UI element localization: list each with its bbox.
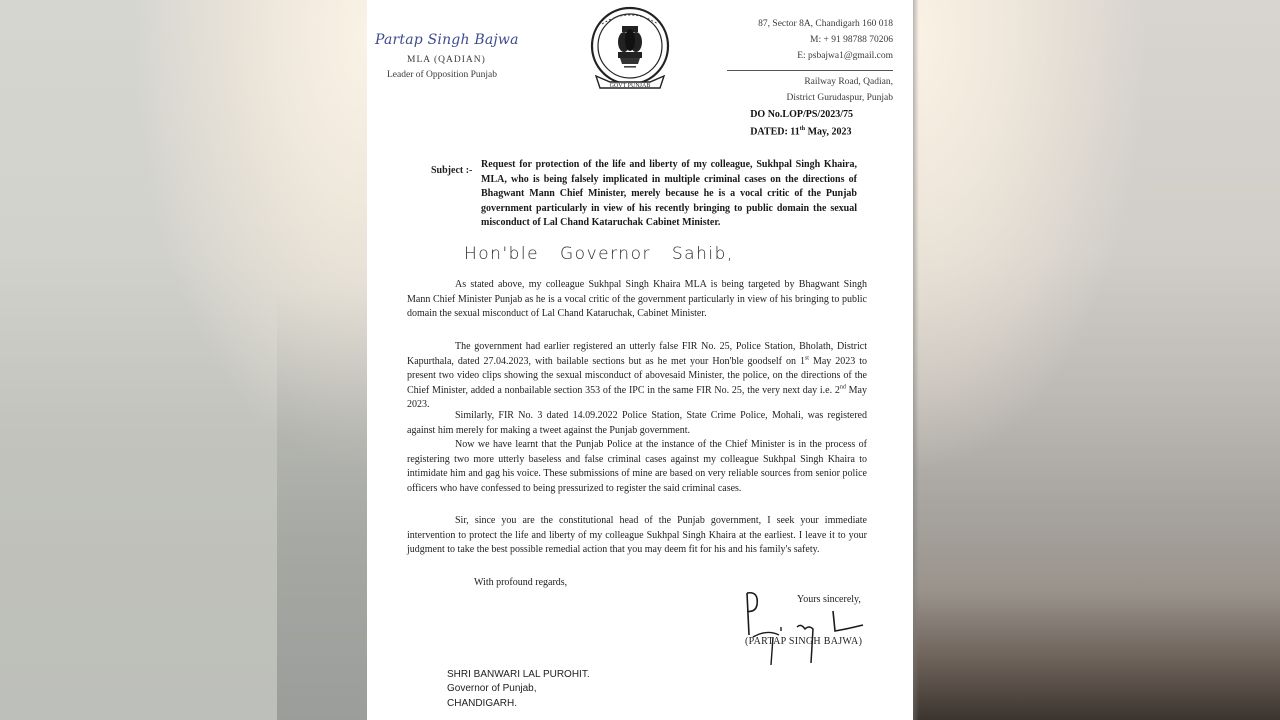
recipient-city: CHANDIGARH. — [447, 697, 518, 709]
subject-label: Subject :- — [431, 165, 473, 176]
recipient-name: SHRI BANWARI LAL PUROHIT. — [447, 669, 590, 680]
letter-page — [367, 0, 913, 720]
address-primary — [758, 16, 893, 64]
background-right-blur — [913, 0, 1280, 720]
phone-number: M: + 91 98788 70206 — [810, 35, 893, 45]
email-address: E: psbajwa1@gmail.com — [797, 51, 893, 61]
address-line: District Gurudaspur, Punjab — [786, 93, 893, 103]
signatory-name: (PARTAP SINGH BAJWA) — [745, 636, 863, 647]
body-paragraph-5: Sir, since you are the constitutional head of the Punjab government, I seek your immediate intervention to protect the life and liberty of my colleague Sukhpal Singh Khaira at the earliest. I leave it to your judgment to take the best possible remedial action that you may deem fit for his and his family's safety. — [407, 515, 867, 556]
background-left-blur — [0, 0, 367, 720]
recipient-title: Governor of Punjab, — [447, 683, 537, 695]
do-number: DO No.LOP/PS/2023/75 — [750, 109, 853, 120]
handwritten-salutation: Hon'ble Governor Sahib, — [464, 244, 734, 264]
closing-regards: With profound regards, — [474, 577, 568, 588]
letterhead-name: Partap Singh Bajwa — [375, 32, 519, 48]
address-line: 87, Sector 8A, Chandigarh 160 018 — [758, 19, 893, 29]
svg-text:GOVT PUNJAB: GOVT PUNJAB — [609, 83, 651, 89]
body-paragraph-1: As stated above, my colleague Sukhpal Singh Khaira MLA is being targeted by Bhagwant Singh Mann Chief Minister Punjab as he is a vocal critic of the government particularly in view of his bringing to public domain the sexual misconduct of Lal Chand Kataruchak, Cabinet Minister. — [407, 279, 867, 320]
state-emblem-icon — [580, 4, 680, 104]
recipient-block — [447, 668, 590, 711]
reference-block — [750, 108, 853, 139]
body-paragraph-4: Now we have learnt that the Punjab Police at the instance of the Chief Minister is in the process of registering two more utterly baseless and false criminal cases against my colleague Sukhpal Singh Khaira to intimidate him and gag his voice. These submissions of mine are based on very reliable sources from senior police officers who have confessed to being pressurized to register the said criminal cases. — [407, 439, 867, 494]
body-paragraph-2: The government had earlier registered an utterly false FIR No. 25, Police Station, Bholath, District Kapurthala, dated 27.04.2023, with bailable sections but as he met your Hon'ble goodself on 1st May 2023 to present two video clips showing the sexual misconduct of abovesaid Minister, the police, on the directions of the Chief Minister, added a nonbailable section 353 of the IPC in the same FIR No. 25, the very next day i.e. 2nd May 2023. — [407, 341, 868, 411]
letter-date: DATED: 11th May, 2023 — [750, 126, 852, 138]
letterhead-role: MLA (QADIAN) — [407, 55, 486, 65]
signature-icon — [737, 585, 907, 665]
address-line: Railway Road, Qadian, — [804, 77, 893, 87]
body-paragraph-3: Similarly, FIR No. 3 dated 14.09.2022 Police Station, State Crime Police, Mohali, was registered against him merely for making a tweet against the Punjab government. — [407, 410, 867, 436]
subject-text: Request for protection of the life and liberty of my colleague, Sukhpal Singh Khaira, MLA, who is being falsely implicated in multiple criminal cases on the directions of Bhagwant Mann Chief Minister, merely because he is a vocal critic of the Punjab government particularly in view of his recently bringing to public domain the sexual misconduct of Lal Chand Kataruchak Cabinet Minister. — [481, 159, 857, 229]
yours-sincerely: Yours sincerely, — [797, 594, 861, 605]
address-secondary — [787, 74, 893, 106]
address-divider — [727, 70, 893, 71]
letterhead-position: Leader of Opposition Punjab — [387, 70, 498, 80]
